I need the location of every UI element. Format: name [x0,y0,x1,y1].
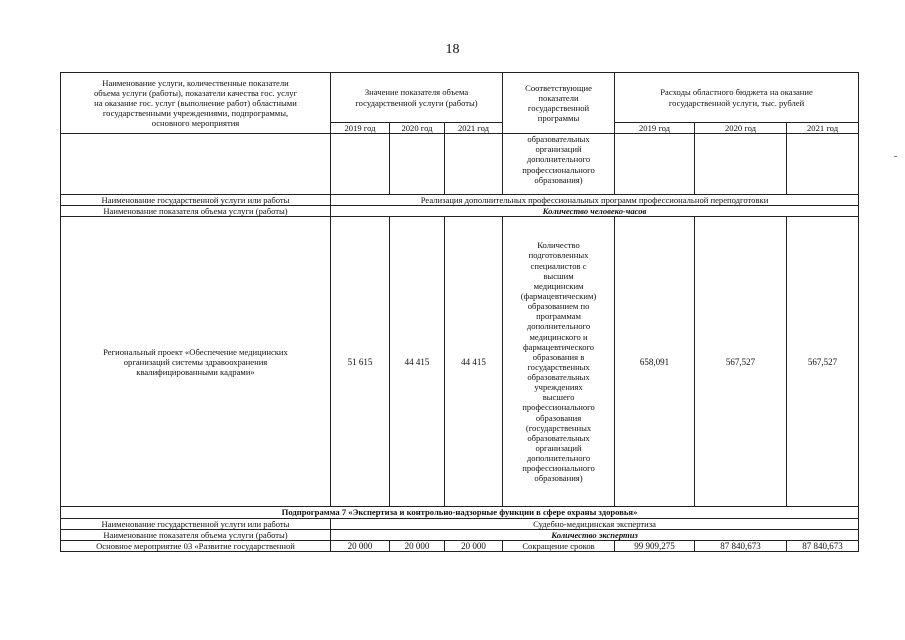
header-row [61,73,859,123]
continuation-row [61,134,859,195]
project-name: Региональный проект «Обеспечение медицинских организаций системы здравоохранения квалифицированными кадрами» [61,217,331,507]
volume-2020: 44 415 [390,217,445,507]
indicator-label: Наименование показателя объема услуги (работы) [61,529,331,540]
indicator-label: Наименование показателя объема услуги (работы) [61,206,331,217]
header-year: 2019 год [331,123,390,134]
header-indicators: Соответствующие показатели государственной программы [503,73,615,134]
service-row [61,195,859,206]
header-year: 2021 год [445,123,503,134]
service-row [61,518,859,529]
service-value: Реализация дополнительных профессиональных программ профессиональной переподготовки [331,195,859,206]
page-number: 18 [445,42,460,57]
activity-name: Основное мероприятие 03 «Развитие государственной [61,540,331,552]
service-label: Наименование государственной услуги или работы [61,195,331,206]
continuation-indicator: образовательных организаций дополнительного профессионального образования) [503,134,615,195]
expense-2021: 87 840,673 [787,540,859,552]
indicator-row [61,206,859,217]
service-value: Судебно-медицинская экспертиза [331,518,859,529]
expense-2019: 99 909,275 [615,540,695,552]
expense-2021: 567,527 [787,217,859,507]
expense-2020: 87 840,673 [695,540,787,552]
header-volume-group: Значение показателя объема государственной услуги (работы) [331,73,503,123]
indicator-value: Количество экспертиз [331,529,859,540]
volume-2021: 44 415 [445,217,503,507]
subprogram-title: Подпрограмма 7 «Экспертиза и контрольно-надзорные функции в сфере охраны здоровья» [61,507,859,518]
indicator-row [61,529,859,540]
budget-table [60,72,859,552]
project-row [61,217,859,507]
indicator-value: Количество человеко-часов [331,206,859,217]
header-year: 2019 год [615,123,695,134]
header-year: 2020 год [390,123,445,134]
header-year: 2020 год [695,123,787,134]
volume-2019: 20 000 [331,540,390,552]
volume-2020: 20 000 [390,540,445,552]
expense-2019: 658,091 [615,217,695,507]
activity-row [61,540,859,552]
service-label: Наименование государственной услуги или работы [61,518,331,529]
header-year: 2021 год [787,123,859,134]
margin-mark [894,156,897,157]
activity-indicator: Сокращение сроков [503,540,615,552]
header-expenses-group: Расходы областного бюджета на оказание государственной услуги, тыс. рублей [615,73,859,123]
volume-2021: 20 000 [445,540,503,552]
project-indicator: Количество подготовленных специалистов с высшим медицинским (фармацевтическим) образованием по программам дополнительного медицинского и фармацевтического образования в государственных образовательных учреждениях высшего профессионального образования (государственных образовательных организаций дополнительного профессионального образования) [503,217,615,507]
subprogram-row [61,507,859,518]
volume-2019: 51 615 [331,217,390,507]
header-name-column: Наименование услуги, количественные показатели объема услуги (работы), показатели качества гос. услуг на оказание гос. услуг (выполнение работ) областными государственными учреждениями, подпрограммы, основного мероприятия [61,73,331,134]
expense-2020: 567,527 [695,217,787,507]
